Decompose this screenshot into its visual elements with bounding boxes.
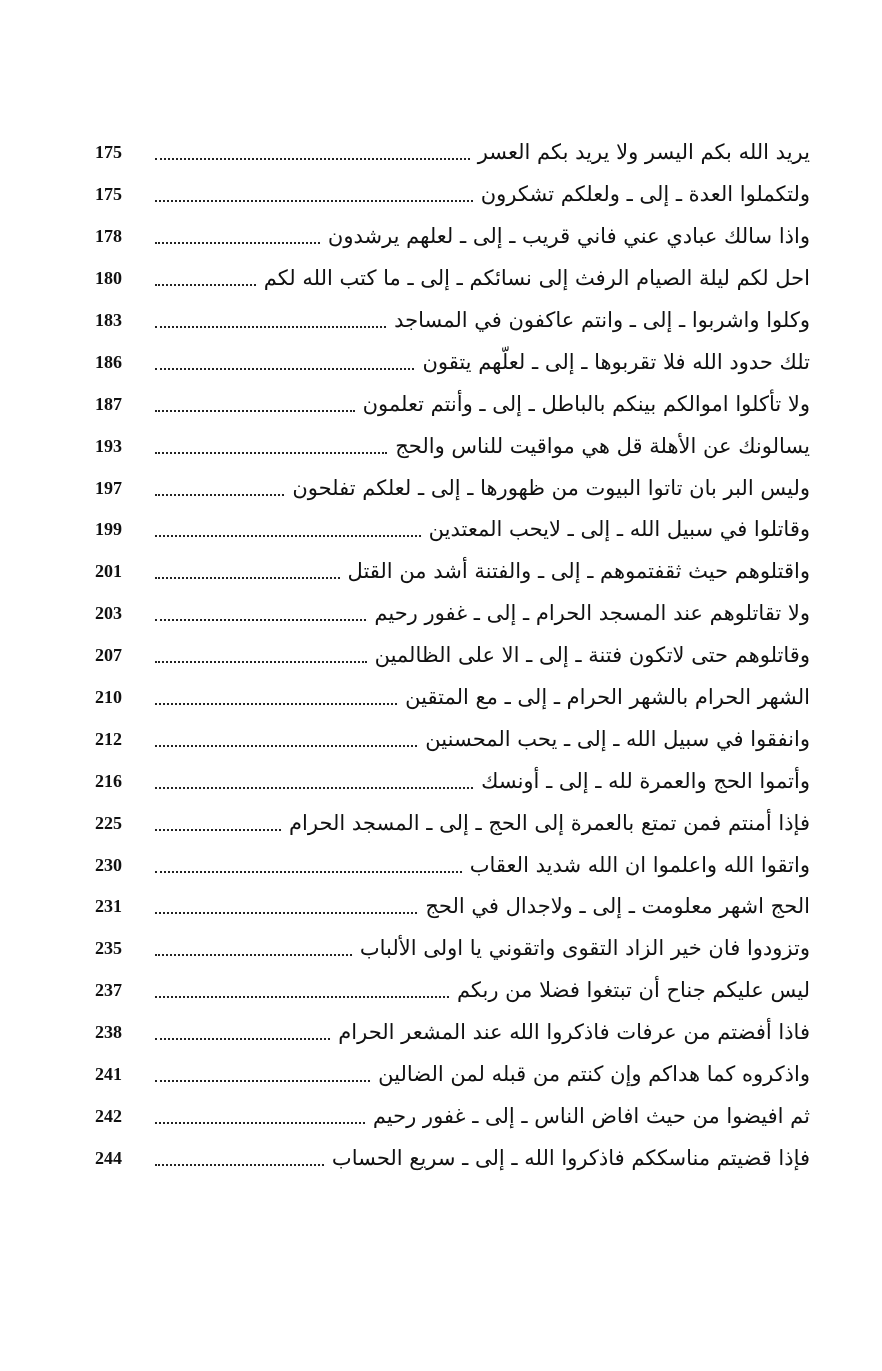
toc-row xyxy=(95,1012,810,1054)
toc-page-number: 203 xyxy=(95,603,122,624)
toc-entry-title: وقاتلوا في سبيل الله ـ إلى ـ لايحب المعتدين xyxy=(428,517,810,542)
toc-entry-title: ولتكملوا العدة ـ إلى ـ ولعلكم تشكرون xyxy=(480,182,810,207)
toc-entry-title: فاذا أفضتم من عرفات فاذكروا الله عند المشعر الحرام xyxy=(338,1020,810,1045)
dot-leader xyxy=(155,409,355,412)
dot-leader xyxy=(155,660,367,663)
toc-entry-title: وكلوا واشربوا ـ إلى ـ وانتم عاكفون في المساجد xyxy=(394,308,810,332)
dot-leader xyxy=(155,786,473,789)
toc-entry-title: يسالونك عن الأهلة قل هي مواقيت للناس والحج xyxy=(395,433,810,458)
dot-leader xyxy=(155,367,414,370)
toc-row xyxy=(95,509,810,551)
toc-page-number: 237 xyxy=(95,980,122,1001)
toc-entry-title: وقاتلوهم حتى لاتكون فتنة ـ إلى ـ الا على الظالمين xyxy=(374,643,810,668)
toc-entry-title: واذكروه كما هداكم وإن كنتم من قبله لمن الضالين xyxy=(378,1062,810,1087)
dot-leader xyxy=(155,451,387,454)
toc-page-number: 199 xyxy=(95,519,122,540)
toc-entry-title: ولا تقاتلوهم عند المسجد الحرام ـ إلى ـ غفور رحيم xyxy=(374,601,810,626)
toc-page-number: 175 xyxy=(95,184,122,205)
dot-leader xyxy=(155,828,281,831)
dot-leader xyxy=(155,953,352,956)
toc-entry-title: فإذا أمنتم فمن تمتع بالعمرة إلى الحج ـ إلى ـ المسجد الحرام xyxy=(289,810,810,835)
toc-page-number: 193 xyxy=(95,435,122,456)
toc-entry-title: واقتلوهم حيث ثقفتموهم ـ إلى ـ والفتنة أشد من القتل xyxy=(347,559,810,584)
toc-row xyxy=(95,844,810,886)
dot-leader xyxy=(155,744,417,747)
dot-leader xyxy=(155,911,417,914)
toc-entry-title: ثم افيضوا من حيث افاض الناس ـ إلى ـ غفور رحيم xyxy=(372,1103,810,1128)
toc-row xyxy=(95,258,810,300)
toc-entry-title: وانفقوا في سبيل الله ـ إلى ـ يحب المحسنين xyxy=(425,726,810,751)
toc-entry-title: الشهر الحرام بالشهر الحرام ـ إلى ـ مع المتقين xyxy=(405,685,810,710)
toc-entry-title: الحج اشهر معلومت ـ إلى ـ ولاجدال في الحج xyxy=(425,894,810,919)
toc-row xyxy=(95,551,810,593)
toc-page-number: 187 xyxy=(95,393,122,414)
toc-row xyxy=(95,174,810,216)
toc-page-number: 210 xyxy=(95,687,122,708)
dot-leader xyxy=(155,157,470,160)
table-of-contents xyxy=(95,132,810,1179)
toc-entry-title: فإذا قضيتم مناسككم فاذكروا الله ـ إلى ـ سريع الحساب xyxy=(331,1145,810,1170)
toc-entry-title: واتقوا الله واعلموا ان الله شديد العقاب xyxy=(469,852,810,877)
toc-entry-title: وتزودوا فان خير الزاد التقوى واتقوني يا اولى الألباب xyxy=(359,936,810,961)
toc-page-number: 235 xyxy=(95,938,122,959)
toc-row xyxy=(95,970,810,1012)
toc-row xyxy=(95,467,810,509)
toc-page-number: 230 xyxy=(95,854,122,875)
toc-page-number: 178 xyxy=(95,226,122,247)
dot-leader xyxy=(155,702,397,705)
dot-leader xyxy=(155,534,421,537)
toc-row xyxy=(95,593,810,635)
toc-entry-title: ليس عليكم جناح أن تبتغوا فضلا من ربكم xyxy=(456,978,810,1003)
toc-row xyxy=(95,216,810,258)
dot-leader xyxy=(155,241,320,244)
toc-entry-title: تلك حدود الله فلا تقربوها ـ إلى ـ لعلّهم يتقون xyxy=(422,349,810,374)
dot-leader xyxy=(155,576,340,579)
toc-row xyxy=(95,300,810,342)
dot-leader xyxy=(155,995,449,998)
toc-row xyxy=(95,635,810,677)
toc-page-number: 201 xyxy=(95,561,122,582)
toc-page-number: 175 xyxy=(95,142,122,163)
toc-entry-title: يريد الله بكم اليسر ولا يريد بكم العسر xyxy=(477,140,810,165)
toc-page-number: 197 xyxy=(95,477,122,498)
toc-row xyxy=(95,928,810,970)
toc-page-number: 216 xyxy=(95,770,122,791)
dot-leader xyxy=(155,493,284,496)
toc-row xyxy=(95,1137,810,1179)
toc-page-number: 183 xyxy=(95,310,122,330)
toc-row xyxy=(95,886,810,928)
toc-page-number: 238 xyxy=(95,1022,122,1043)
toc-page-number: 186 xyxy=(95,351,122,372)
toc-row xyxy=(95,1095,810,1137)
toc-row xyxy=(95,132,810,174)
toc-row xyxy=(95,677,810,719)
toc-entry-title: ولا تأكلوا اموالكم بينكم بالباطل ـ إلى ـ وأنتم تعلمون xyxy=(362,391,810,416)
toc-page-number: 180 xyxy=(95,268,122,289)
toc-row xyxy=(95,341,810,383)
dot-leader xyxy=(155,618,366,621)
dot-leader xyxy=(155,870,462,873)
dot-leader xyxy=(155,1163,324,1166)
dot-leader xyxy=(155,1121,365,1124)
toc-row xyxy=(95,383,810,425)
toc-page-number: 212 xyxy=(95,728,122,749)
toc-entry-title: وليس البر بان تاتوا البيوت من ظهورها ـ إلى ـ لعلكم تفلحون xyxy=(292,475,810,500)
dot-leader xyxy=(155,199,473,202)
toc-entry-title: وأتموا الحج والعمرة لله ـ إلى ـ أونسك xyxy=(481,768,810,793)
toc-page-number: 207 xyxy=(95,645,122,666)
toc-row xyxy=(95,718,810,760)
toc-entry-title: واذا سالك عبادي عني فاني قريب ـ إلى ـ لعلهم يرشدون xyxy=(327,224,810,249)
toc-page-number: 244 xyxy=(95,1147,122,1168)
toc-row xyxy=(95,1054,810,1096)
toc-page-number: 241 xyxy=(95,1064,122,1085)
toc-entry-title: احل لكم ليلة الصيام الرفث إلى نسائكم ـ إلى ـ ما كتب الله لكم xyxy=(263,266,810,291)
dot-leader xyxy=(155,325,386,328)
toc-row xyxy=(95,425,810,467)
dot-leader xyxy=(155,1037,330,1040)
dot-leader xyxy=(155,283,256,286)
toc-row xyxy=(95,802,810,844)
toc-row xyxy=(95,760,810,802)
toc-page-number: 242 xyxy=(95,1105,122,1126)
dot-leader xyxy=(155,1079,370,1082)
toc-page-number: 231 xyxy=(95,896,122,917)
toc-page-number: 225 xyxy=(95,812,122,833)
